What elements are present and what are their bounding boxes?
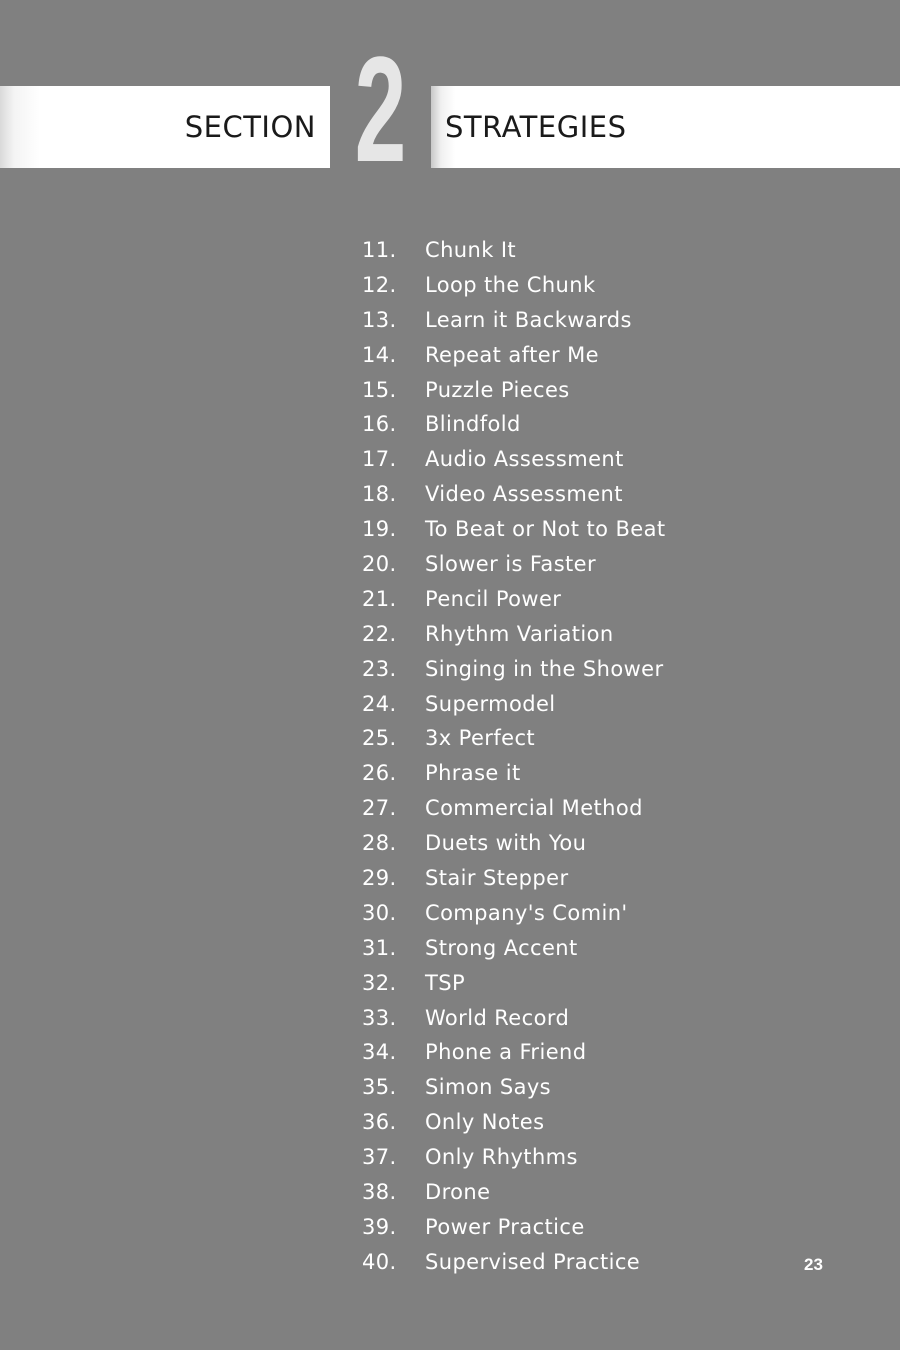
list-item-number: 19. <box>362 517 397 542</box>
list-item-number: 21. <box>362 586 397 611</box>
list-item <box>362 931 666 966</box>
list-item-title: To Beat or Not to Beat <box>425 517 666 542</box>
list-item-title: Drone <box>425 1180 491 1205</box>
list-item-number: 14. <box>362 342 397 367</box>
list-item-title: 3x Perfect <box>425 726 536 751</box>
page-number: 23 <box>804 1255 823 1274</box>
header-banner-right <box>431 86 900 168</box>
list-item <box>362 861 666 896</box>
list-item-title: Video Assessment <box>425 482 623 507</box>
list-item <box>362 512 666 547</box>
list-item-title: Learn it Backwards <box>425 307 632 332</box>
list-item-number: 25. <box>362 726 397 751</box>
list-item-title: Only Notes <box>425 1110 545 1135</box>
list-item <box>362 547 666 582</box>
list-item <box>362 477 666 512</box>
list-item <box>362 1001 666 1036</box>
list-item-number: 20. <box>362 552 397 577</box>
list-item-title: Repeat after Me <box>425 342 599 367</box>
list-item-number: 23. <box>362 656 397 681</box>
list-item-number: 24. <box>362 691 397 716</box>
list-item <box>362 442 666 477</box>
list-item-title: Slower is Faster <box>425 552 597 577</box>
list-item-title: Singing in the Shower <box>425 656 664 681</box>
list-item-title: Duets with You <box>425 831 587 856</box>
list-item-title: Commercial Method <box>425 796 643 821</box>
list-item-number: 22. <box>362 621 397 646</box>
list-item-title: Supervised Practice <box>425 1249 641 1274</box>
list-item-number: 36. <box>362 1110 397 1135</box>
list-item-title: Audio Assessment <box>425 447 624 472</box>
list-item <box>362 268 666 303</box>
list-item <box>362 721 666 756</box>
list-item-title: Phrase it <box>425 761 521 786</box>
list-item-title: Stair Stepper <box>425 866 569 891</box>
list-item <box>362 407 666 442</box>
list-item-number: 37. <box>362 1145 397 1170</box>
list-item <box>362 1105 666 1140</box>
list-item-title: Simon Says <box>425 1075 552 1100</box>
list-item <box>362 1245 666 1280</box>
section-label: SECTION <box>184 110 316 144</box>
strategy-list <box>362 233 666 1280</box>
list-item-number: 18. <box>362 482 397 507</box>
header-banner-left <box>0 86 330 168</box>
list-item-title: World Record <box>425 1005 570 1030</box>
list-item-number: 31. <box>362 935 397 960</box>
list-item-title: Company's Comin' <box>425 900 628 925</box>
list-item-title: Power Practice <box>425 1214 585 1239</box>
list-item <box>362 373 666 408</box>
list-item-title: Supermodel <box>425 691 556 716</box>
list-item-number: 30. <box>362 900 397 925</box>
list-item-title: Chunk It <box>425 238 517 262</box>
list-item <box>362 791 666 826</box>
section-number: 2 <box>354 25 407 193</box>
list-item-title: Rhythm Variation <box>425 621 614 646</box>
list-item-number: 32. <box>362 970 397 995</box>
list-item-number: 16. <box>362 412 397 437</box>
list-item-number: 38. <box>362 1180 397 1205</box>
list-item <box>362 687 666 722</box>
list-item <box>362 582 666 617</box>
list-item <box>362 826 666 861</box>
list-item-number: 12. <box>362 272 397 297</box>
list-item-title: Loop the Chunk <box>425 272 596 297</box>
list-item-number: 28. <box>362 831 397 856</box>
list-item <box>362 1210 666 1245</box>
list-item <box>362 1140 666 1175</box>
list-item-title: Pencil Power <box>425 586 562 611</box>
list-item-number: 35. <box>362 1075 397 1100</box>
list-item-title: TSP <box>425 970 466 995</box>
list-item-title: Puzzle Pieces <box>425 377 570 402</box>
list-item <box>362 966 666 1001</box>
list-item <box>362 652 666 687</box>
list-item <box>362 896 666 931</box>
list-item-number: 33. <box>362 1005 397 1030</box>
list-item <box>362 1175 666 1210</box>
list-item-title: Blindfold <box>425 412 521 437</box>
list-item-number: 29. <box>362 866 397 891</box>
list-item <box>362 233 666 268</box>
list-item-number: 13. <box>362 307 397 332</box>
list-item-number: 39. <box>362 1214 397 1239</box>
list-item <box>362 1035 666 1070</box>
list-item <box>362 303 666 338</box>
list-item-title: Strong Accent <box>425 935 578 960</box>
list-item-number: 40. <box>362 1249 397 1274</box>
list-item <box>362 1070 666 1105</box>
list-item-title: Phone a Friend <box>425 1040 587 1065</box>
list-item-number: 26. <box>362 761 397 786</box>
list-item-number: 11. <box>362 238 397 262</box>
list-item <box>362 617 666 652</box>
list-item <box>362 756 666 791</box>
list-item <box>362 338 666 373</box>
list-item-number: 27. <box>362 796 397 821</box>
list-item-title: Only Rhythms <box>425 1145 578 1170</box>
list-item-number: 17. <box>362 447 397 472</box>
list-item-number: 34. <box>362 1040 397 1065</box>
section-title: STRATEGIES <box>445 110 627 144</box>
list-item-number: 15. <box>362 377 397 402</box>
